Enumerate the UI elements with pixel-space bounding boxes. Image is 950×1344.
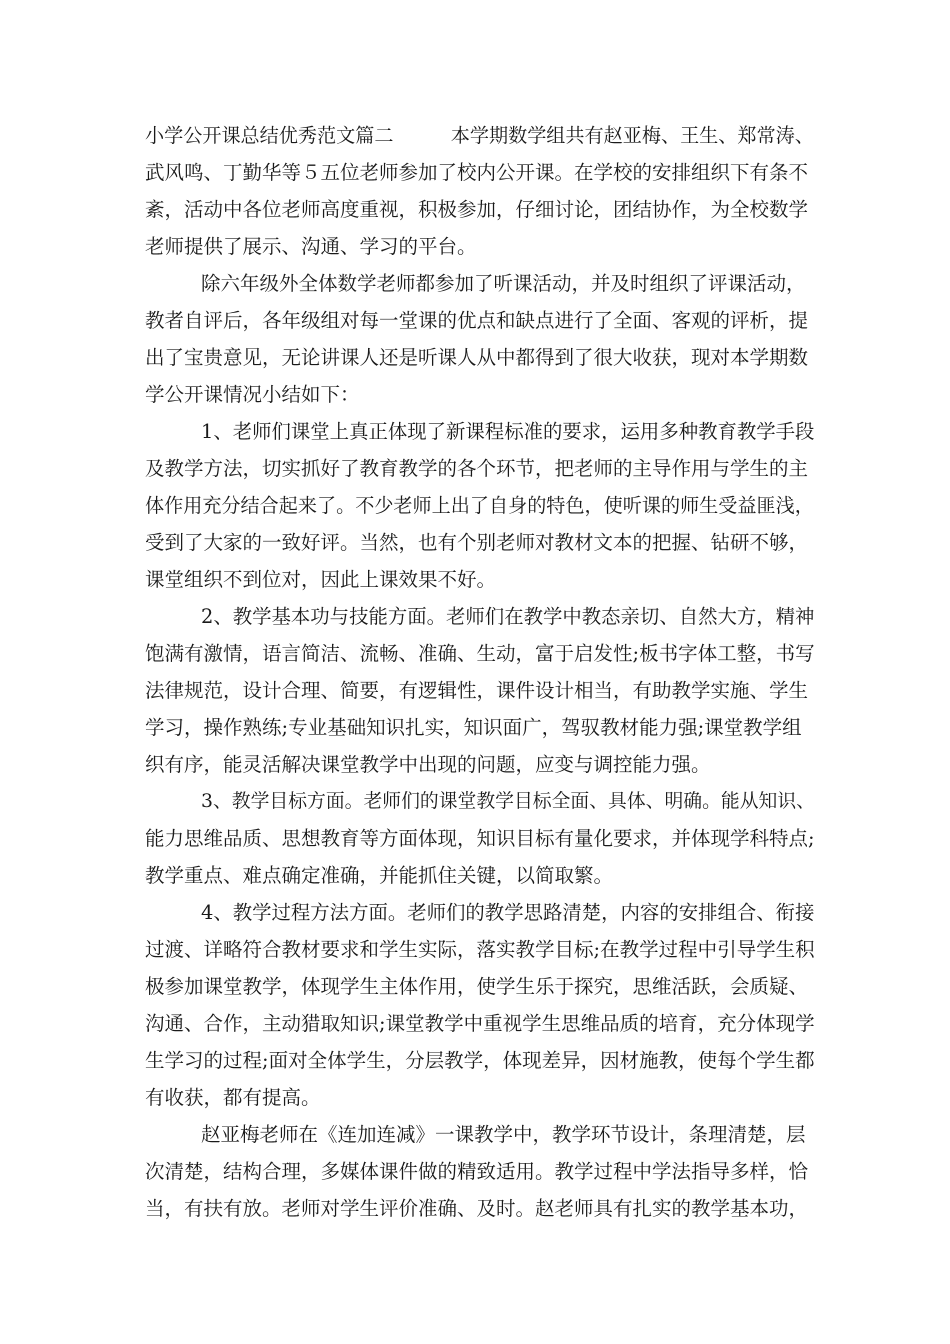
text-line: 及教学方法，切实抓好了教育教学的各个环节，把老师的主导作用与学生的主: [145, 457, 809, 480]
text-line: 当，有扶有放。老师对学生评价准确、及时。赵老师具有扎实的教学基本功，: [145, 1197, 809, 1220]
text-line: 1、老师们课堂上真正体现了新课程标准的要求，运用多种教育教学手段: [201, 420, 815, 443]
text-line: 能力思维品质、思想教育等方面体现，知识目标有量化要求，并体现学科特点;: [145, 827, 815, 850]
text-line: 赵亚梅老师在《连加连减》一课教学中，教学环节设计，条理清楚，层: [201, 1123, 806, 1146]
text-line: 4、教学过程方法方面。老师们的教学思路清楚，内容的安排组合、衔接: [201, 901, 815, 924]
text-line: 生学习的过程;面对全体学生，分层教学，体现差异，因材施教，使每个学生都: [145, 1049, 815, 1072]
text-line: 武风鸣、丁勤华等５五位老师参加了校内公开课。在学校的安排组织下有条不: [145, 161, 809, 184]
text-line: 学公开课情况小结如下：: [145, 383, 360, 406]
text-line: 3、教学目标方面。老师们的课堂教学目标全面、具体、明确。能从知识、: [201, 791, 815, 812]
text-line: 沟通、合作，主动猎取知识;课堂教学中重视学生思维品质的培育，充分体现学: [145, 1012, 815, 1035]
text-line: 出了宝贵意见，无论讲课人还是听课人从中都得到了很大收获，现对本学期数: [145, 346, 809, 369]
text-line: 教学重点、难点确定准确，并能抓住关键，以简取繁。: [145, 864, 614, 887]
text-line: 教者自评后，各年级组对每一堂课的优点和缺点进行了全面、客观的评析，提: [145, 309, 809, 332]
text-line: 饱满有激情，语言简洁、流畅、准确、生动，富于启发性;板书字体工整，书写: [145, 642, 815, 665]
text-line: 有收获，都有提高。: [145, 1086, 321, 1109]
text-line: 学习，操作熟练;专业基础知识扎实，知识面广，驾驭教材能力强;课堂教学组: [145, 716, 802, 739]
text-line: 过渡、详略符合教材要求和学生实际，落实教学目标;在教学过程中引导学生积: [145, 938, 815, 961]
text-line: 次清楚，结构合理，多媒体课件做的精致适用。教学过程中学法指导多样，恰: [145, 1160, 809, 1183]
text-line: 极参加课堂教学，体现学生主体作用，使学生乐于探究，思维活跃，会质疑、: [145, 975, 809, 998]
text-line: 织有序，能灵活解决课堂教学中出现的问题，应变与调控能力强。: [145, 753, 711, 776]
text-line: 受到了大家的一致好评。当然，也有个别老师对教材文本的把握、钻研不够，: [145, 531, 809, 554]
text-line: 课堂组织不到位对，因此上课效果不好。: [145, 568, 497, 591]
text-line: 法律规范，设计合理、简要，有逻辑性，课件设计相当，有助教学实施、学生: [145, 679, 809, 702]
text-line: 紊，活动中各位老师高度重视，积极参加，仔细讨论，团结协作，为全校数学: [145, 198, 809, 221]
text-line: 老师提供了展示、沟通、学习的平台。: [145, 235, 477, 258]
text-line: 2、教学基本功与技能方面。老师们在教学中教态亲切、自然大方，精神: [201, 605, 815, 628]
text-line: 小学公开课总结优秀范文篇二 本学期数学组共有赵亚梅、王生、郑常涛、: [145, 124, 814, 147]
text-line: 体作用充分结合起来了。不少老师上出了自身的特色，使听课的师生受益匪浅，: [145, 494, 814, 517]
text-line: 除六年级外全体数学老师都参加了听课活动，并及时组织了评课活动，: [201, 272, 806, 295]
